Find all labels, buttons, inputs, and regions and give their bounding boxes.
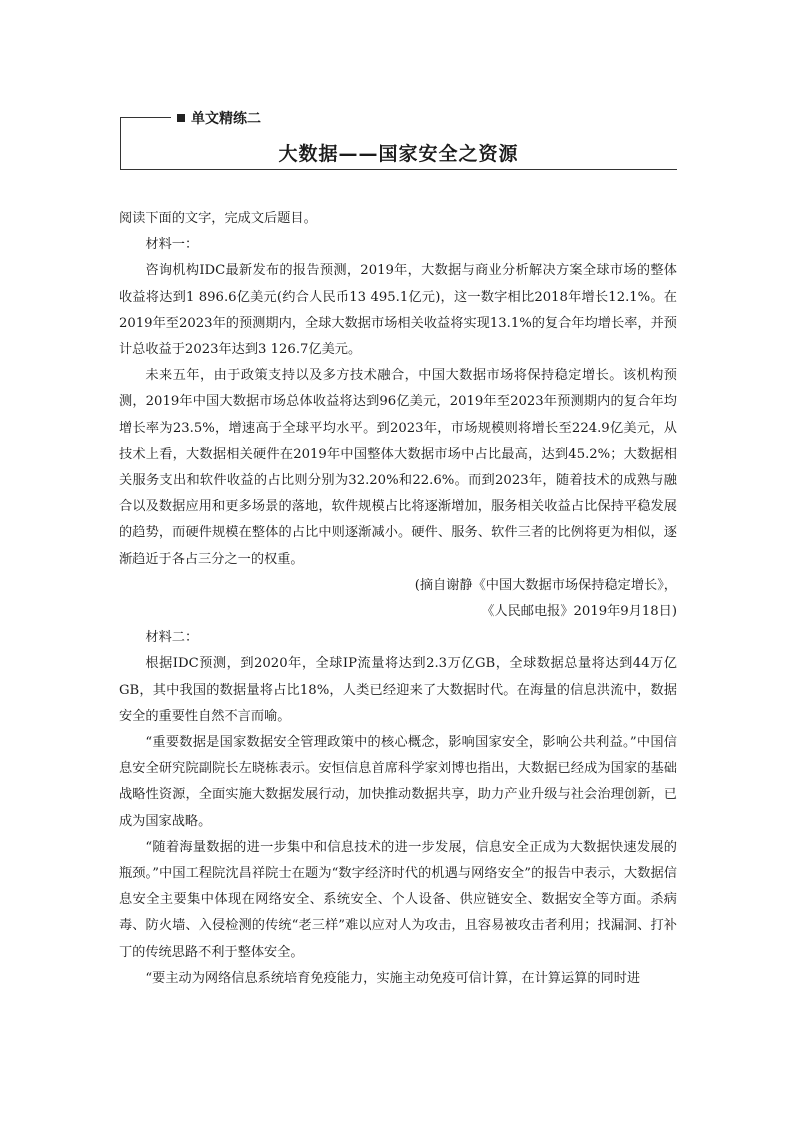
page-title: 大数据——国家安全之资源 xyxy=(278,143,519,165)
material-1-source-line-1: (摘自谢静《中国大数据市场保持稳定增长》， xyxy=(414,577,677,593)
instruction-text: 阅读下面的文字，完成文后题目。 xyxy=(119,211,317,226)
material-2-label: 材料二： xyxy=(145,630,199,646)
article-body xyxy=(119,206,677,992)
material-2-paragraph-2: “重要数据是国家数据安全管理政策中的核心概念，影响国家安全，影响公共利益。”中国信息安全研究院副院长左晓栋表示。安恒信息首席科学家刘博也指出，大数据已经成为国家的基础战略性资源，全面实施大数据发展行动，加快推动数据共享，助力产业升级与社会治理创新，已成为国家战略。 xyxy=(119,735,677,829)
square-bullet-icon xyxy=(177,114,185,122)
material-1-paragraph-1: 咨询机构IDC最新发布的报告预测，2019年，大数据与商业分析解决方案全球市场的整体收益将达到1 896.6亿美元(约合人民币13 495.1亿元)，这一数字相比2018年增长12.1%。在2019年至2023年的预测期内，全球大数据市场相关收益将实现13.1%的复合年均增长率，并预计总收益于2023年达到3 126.7亿美元。 xyxy=(119,263,677,358)
material-2-paragraph-4: “要主动为网络信息系统培育免疫能力，实施主动免疫可信计算，在计算运算的同时进 xyxy=(145,970,641,986)
material-1-paragraph-2: 未来五年，由于政策支持以及多方技术融合，中国大数据市场将保持稳定增长。该机构预测，2019年中国大数据市场总体收益将达到96亿美元，2019年至2023年预测期内的复合年均增长率为23.5%，增速高于全球平均水平。到2023年，市场规模则将增长至224.9亿美元，从技术上看，大数据相关硬件在2019年中国整体大数据市场中占比最高，达到45.2%；大数据相关服务支出和软件收益的占比则分别为32.20%和22.6%。而到2023年，随着技术的成熟与融合以及数据应用和更多场景的落地，软件规模占比将逐渐增加，服务相关收益占比保持平稳发展的趋势，而硬件规模在整体的占比中则逐渐减小。硬件、服务、软件三者的比例将更为相似，逐渐趋近于各占三分之一的权重。 xyxy=(119,368,677,567)
material-1-source-line-2: 《人民邮电报》2019年9月18日) xyxy=(481,604,677,620)
material-1-label: 材料一： xyxy=(145,237,199,253)
material-2-paragraph-3: “随着海量数据的进一步集中和信息技术的进一步发展，信息安全正成为大数据快速发展的瓶颈。”中国工程院沈昌祥院士在题为“数字经济时代的机遇与网络安全”的报告中表示，大数据信息安全主要集中体现在网络安全、系统安全、个人设备、供应链安全、数据安全等方面。杀病毒、防火墙、入侵检测的传统“老三样”难以应对人为攻击，且容易被攻击者利用；找漏洞、打补丁的传统思路不利于整体安全。 xyxy=(119,839,677,960)
material-2-paragraph-1: 根据IDC预测，到2020年，全球IP流量将达到2.3万亿GB，全球数据总量将达到44万亿GB，其中我国的数据量将占比18%，人类已经迎来了大数据时代。在海量的信息洪流中，数据安全的重要性自然不言而喻。 xyxy=(119,656,677,724)
section-label xyxy=(177,108,261,128)
frame-bottom-line xyxy=(120,169,677,170)
section-header xyxy=(120,111,677,170)
frame-top-line xyxy=(120,117,171,118)
section-label-text: 单文精练二 xyxy=(191,111,261,127)
